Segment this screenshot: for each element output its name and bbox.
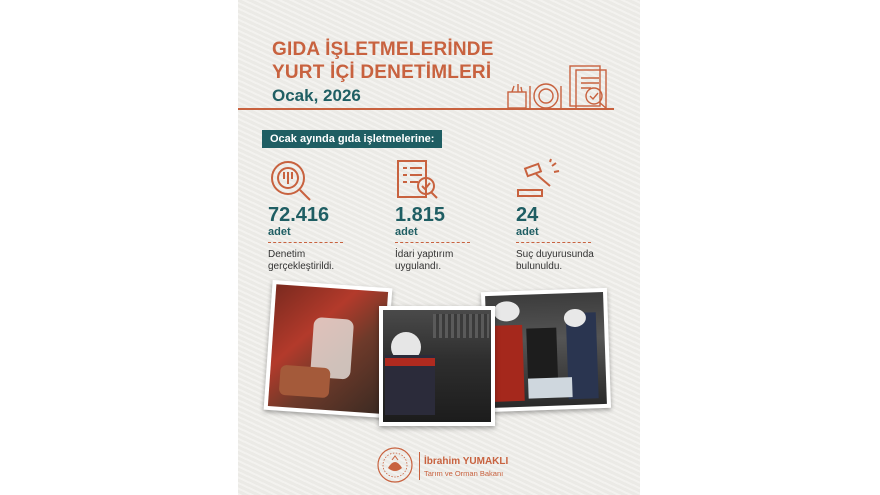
report-magnifier-icon — [570, 66, 607, 110]
stat-value: 72.416 — [268, 204, 330, 226]
stat-description: İdari yaptırım uygulandı. — [395, 249, 454, 272]
stat-divider — [516, 242, 591, 243]
title-line-1: GIDA İŞLETMELERİNDE — [272, 39, 494, 60]
stat-unit: adet — [268, 226, 291, 238]
minister-role: Tarım ve Orman Bakanı — [424, 469, 504, 478]
minister-name: İbrahim YUMAKLI — [424, 456, 509, 467]
photo-staff-interview — [481, 288, 611, 412]
stat-sanctions — [395, 158, 505, 273]
page-title — [272, 38, 494, 84]
header-illustration-icon — [506, 64, 622, 110]
title-line-2: YURT İÇİ DENETİMLERİ — [272, 62, 492, 83]
plate-magnifier-icon — [268, 158, 314, 202]
stat-value: 1.815 — [395, 204, 446, 226]
infographic-poster — [238, 0, 640, 495]
stat-unit: adet — [395, 226, 418, 238]
stat-criminal-complaints — [516, 158, 626, 273]
intro-banner: Ocak ayında gıda işletmelerine: — [262, 130, 442, 148]
page-subtitle: Ocak, 2026 — [272, 86, 361, 105]
footer-divider — [419, 452, 420, 480]
ministry-seal-icon — [376, 446, 414, 484]
photo-food-sampling — [264, 280, 393, 418]
grocery-bag-icon — [508, 84, 526, 108]
gavel-icon — [516, 158, 562, 202]
checklist-icon — [395, 158, 441, 202]
plate-icon — [530, 84, 561, 108]
stat-inspections — [268, 158, 378, 273]
stat-description: Suç duyurusunda bulunuldu. — [516, 249, 594, 272]
minister-signature — [376, 446, 536, 486]
stat-divider — [268, 242, 343, 243]
stat-value: 24 — [516, 204, 539, 226]
stat-divider — [395, 242, 470, 243]
photo-kitchen-inspection — [379, 306, 495, 426]
stat-description: Denetim gerçekleştirildi. — [268, 249, 335, 272]
stat-unit: adet — [516, 226, 539, 238]
